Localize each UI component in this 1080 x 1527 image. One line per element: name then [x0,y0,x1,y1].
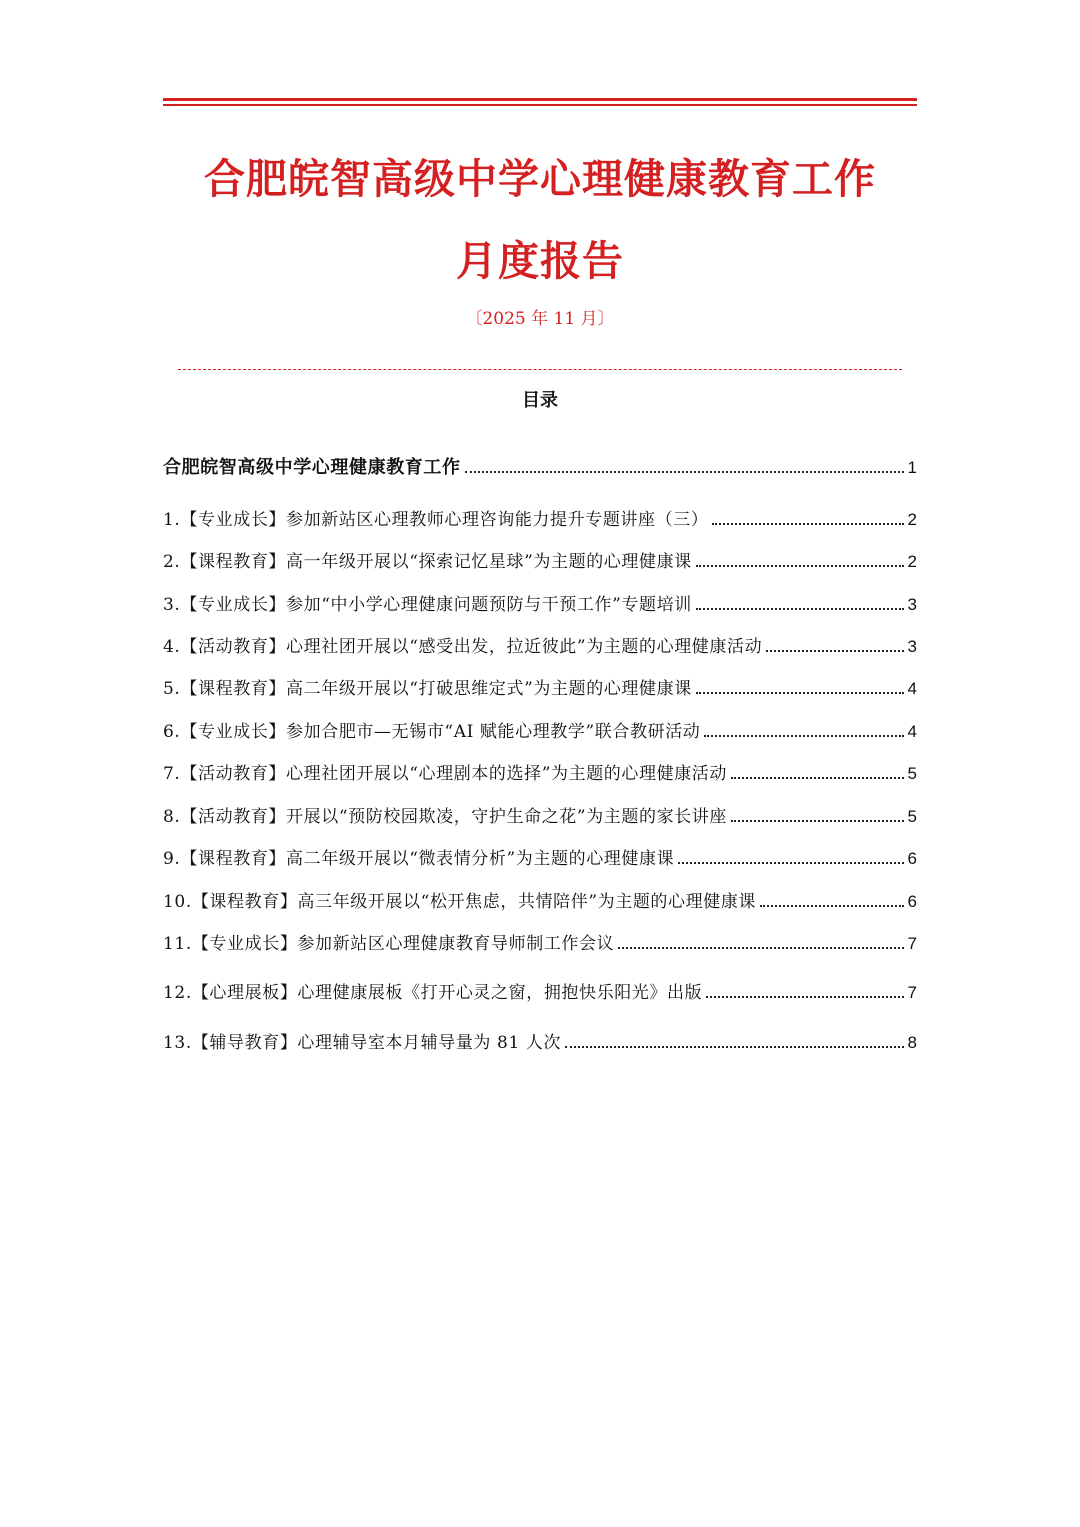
toc-page-number: 7 [907,934,917,953]
toc-dot-leader [565,1046,903,1048]
toc-page-number: 2 [907,510,917,529]
toc-entry[interactable] [163,593,917,617]
toc-heading: 目录 [522,390,558,411]
toc-dot-leader [712,523,903,525]
dashed-divider [178,369,902,370]
toc-page-number: 2 [907,552,917,571]
toc-page-number: 1 [907,458,917,477]
toc-dot-leader [465,471,904,473]
toc-page-number: 5 [907,764,917,783]
toc-entry-text: 2.【课程教育】高一年级开展以“探索记忆星球”为主题的心理健康课 [163,552,692,572]
toc-entry-text: 合肥皖智高级中学心理健康教育工作 [163,457,461,478]
report-date: 〔2025 年 11 月〕 [465,309,615,329]
toc-entry[interactable] [163,677,917,701]
header-double-rule-bottom [163,104,917,106]
toc-entry[interactable] [163,508,917,532]
toc-entry-text: 11.【专业成长】参加新站区心理健康教育导师制工作会议 [163,934,615,954]
toc-dot-leader [618,947,903,949]
toc-entry-text: 3.【专业成长】参加“中小学心理健康问题预防与干预工作”专题培训 [163,595,692,615]
toc-entry-text: 7.【活动教育】心理社团开展以“心理剧本的选择”为主题的心理健康活动 [163,764,727,784]
toc-page-number: 3 [907,637,917,656]
toc-entry[interactable] [163,720,917,744]
toc-dot-leader [704,735,903,737]
toc-dot-leader [696,565,904,567]
toc-dot-leader [678,862,903,864]
toc-entry[interactable] [163,550,917,574]
toc-page-number: 5 [907,807,917,826]
toc-entry[interactable] [163,1031,917,1055]
toc-dot-leader [696,608,904,610]
toc-page-number: 6 [907,849,917,868]
toc-dot-leader [706,996,903,998]
toc-entry[interactable] [163,762,917,786]
toc-page-number: 8 [907,1033,917,1052]
toc-page-number: 6 [907,892,917,911]
toc-entry-text: 12.【心理展板】心理健康展板《打开心灵之窗，拥抱快乐阳光》出版 [163,983,703,1003]
toc-dot-leader [731,820,904,822]
toc-page-number: 4 [907,722,917,741]
toc-entry-text: 4.【活动教育】心理社团开展以“感受出发，拉近彼此”为主题的心理健康活动 [163,637,763,657]
toc-entry-text: 9.【课程教育】高二年级开展以“微表情分析”为主题的心理健康课 [163,849,675,869]
toc-dot-leader [731,777,904,779]
toc-entry-text: 5.【课程教育】高二年级开展以“打破思维定式”为主题的心理健康课 [163,679,692,699]
toc-entry-text: 8.【活动教育】开展以“预防校园欺凌，守护生命之花”为主题的家长讲座 [163,807,727,827]
toc-entry[interactable] [163,932,917,956]
report-title-line-2: 月度报告 [456,237,624,285]
toc-entry-text: 1.【专业成长】参加新站区心理教师心理咨询能力提升专题讲座（三） [163,510,709,530]
toc-main-entry[interactable] [163,456,917,480]
toc-page-number: 4 [907,679,917,698]
toc-page-number: 3 [907,595,917,614]
toc-page-number: 7 [907,983,917,1002]
header-double-rule-top [163,98,917,101]
toc-entry-text: 13.【辅导教育】心理辅导室本月辅导量为 81 人次 [163,1033,562,1053]
toc-entry[interactable] [163,635,917,659]
toc-dot-leader [696,692,904,694]
toc-entry[interactable] [163,890,917,914]
toc-dot-leader [766,650,903,652]
report-title-line-1: 合肥皖智高级中学心理健康教育工作 [204,155,876,203]
toc-entry[interactable] [163,805,917,829]
toc-entry-text: 6.【专业成长】参加合肥市—无锡市“AI 赋能心理教学”联合教研活动 [163,722,701,742]
toc-dot-leader [760,905,904,907]
toc-entry[interactable] [163,847,917,871]
toc-entry[interactable] [163,981,917,1005]
toc-entry-text: 10.【课程教育】高三年级开展以“松开焦虑，共情陪伴”为主题的心理健康课 [163,892,757,912]
